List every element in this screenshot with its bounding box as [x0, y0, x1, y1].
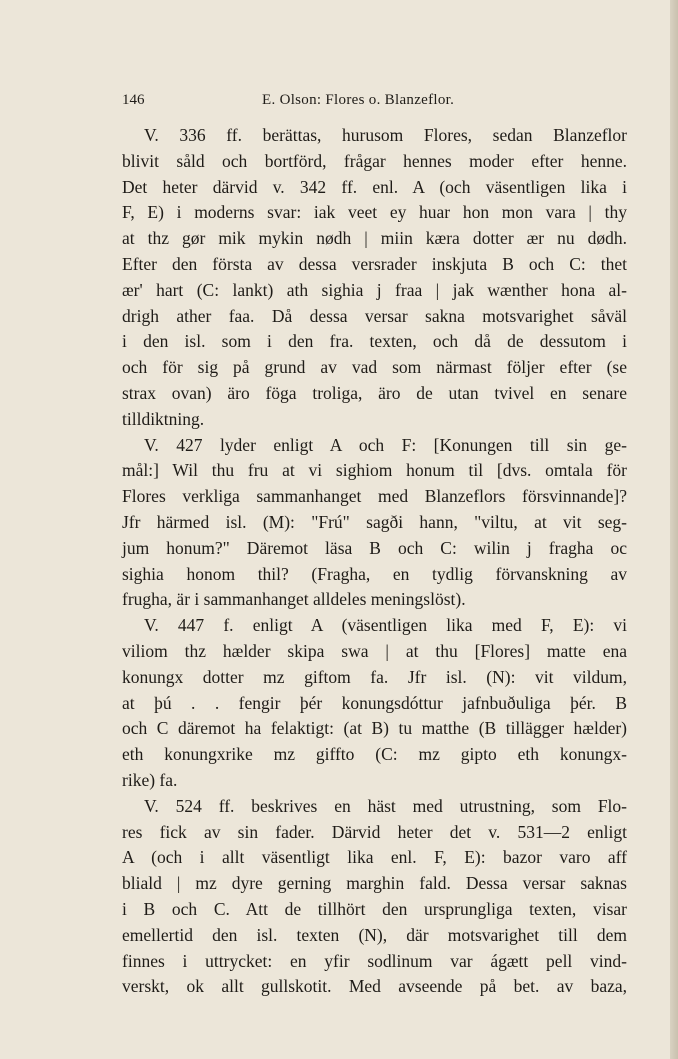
text-line: rike) fa. — [122, 769, 178, 790]
text-line: V. 427 lyder enligt A och F: [Konungen till sin ge- — [144, 434, 627, 455]
text-line: i B och C. Att de tillhört den ursprungliga texten, visar — [122, 898, 627, 919]
text-line: finnes i uttrycket: en yfir sodlinum var ágætt pell vind- — [122, 950, 627, 971]
text-line: tilldiktning. — [122, 408, 205, 429]
text-line: at þú . . fengir þér konungsdóttur jafnbuðuliga þér. B — [122, 692, 627, 713]
text-line: V. 447 f. enligt A (väsentligen lika med F, E): vi — [144, 615, 627, 636]
text-line: Flores verkliga sammanhanget med Blanzeflors försvinnande]? — [122, 486, 627, 507]
page-edge — [670, 0, 678, 1059]
page-number: 146 — [122, 92, 145, 108]
text-line: A (och i allt väsentligt lika enl. F, E): bazor varo aff — [122, 847, 627, 868]
text-line: verskt, ok allt gullskotit. Med avseende på bet. av baza, — [122, 976, 627, 997]
text-line: drigh ather faa. Då dessa versar sakna motsvarighet såväl — [122, 305, 627, 326]
text-line: och C däremot ha felaktigt: (at B) tu matthe (B tillägger hælder) — [122, 718, 627, 739]
text-line: strax ovan) äro föga troliga, äro de utan tvivel en senare — [122, 382, 627, 403]
text-line: Efter den första av dessa versrader inskjuta B och C: thet — [122, 253, 627, 274]
text-line: ær' hart (C: lankt) ath sighia j fraa | jak wænther hona al- — [122, 279, 627, 300]
text-line: res fick av sin fader. Därvid heter det v. 531—2 enligt — [122, 821, 627, 842]
text-line: V. 336 ff. berättas, hurusom Flores, sedan Blanzeflor — [144, 125, 627, 145]
text-line: at thz gør mik mykin nødh | miin kæra dotter ær nu dødh. — [122, 228, 627, 249]
running-title: E. Olson: Flores o. Blanzeflor. — [262, 92, 455, 108]
text-line: sighia honom thil? (Fragha, en tydlig förvanskning av — [122, 563, 627, 584]
text-line: V. 524 ff. beskrives en häst med utrustning, som Flo- — [144, 795, 627, 816]
body-text — [122, 123, 627, 1000]
text-line: frugha, är i sammanhanget alldeles meningslöst). — [122, 589, 466, 610]
text-line: F, E) i moderns svar: iak veet ey huar hon mon vara | thy — [122, 202, 627, 223]
text-line: emellertid den isl. texten (N), där motsvarighet till dem — [122, 924, 627, 945]
text-line: blivit såld och bortförd, frågar hennes moder efter henne. — [122, 150, 627, 171]
text-line: eth konungxrike mz giffto (C: mz gipto eth konungx- — [122, 744, 627, 765]
text-line: viliom thz hælder skipa swa | at thu [Flores] matte ena — [122, 640, 627, 661]
text-line: Det heter därvid v. 342 ff. enl. A (och väsentligen lika i — [122, 176, 627, 197]
text-line: Jfr härmed isl. (M): "Frú" sagði hann, "viltu, at vit seg- — [122, 511, 627, 532]
text-line: i den isl. som i den fra. texten, och då de dessutom i — [122, 331, 627, 352]
page-header — [122, 92, 627, 112]
text-line: bliald | mz dyre gerning marghin fald. Dessa versar saknas — [122, 873, 627, 894]
text-line: jum honum?" Däremot läsa B och C: wilin j fragha oc — [122, 537, 627, 558]
text-line: och för sig på grund av vad som närmast följer efter (se — [122, 357, 627, 378]
text-line: konungx dotter mz giftom fa. Jfr isl. (N): vit vildum, — [122, 666, 627, 687]
text-line: mål:] Wil thu fru at vi sighiom honum til [dvs. omtala för — [122, 460, 627, 481]
